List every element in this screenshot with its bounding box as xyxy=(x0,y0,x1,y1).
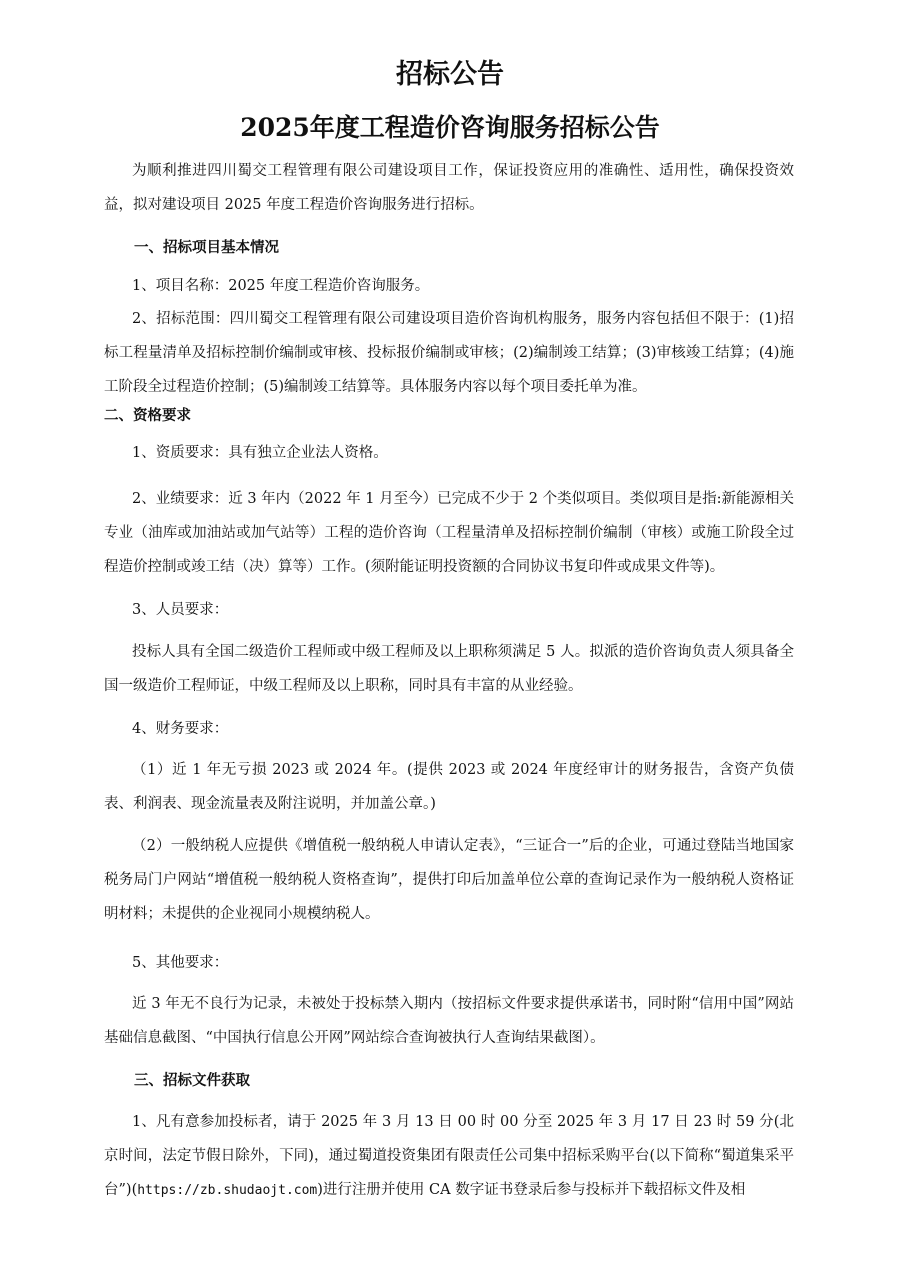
performance-requirement: 2、业绩要求：近 3 年内（2022 年 1 月至今）已完成不少于 2 个类似项目。类似项目是指:新能源相关专业（油库或加油站或加气站等）工程的造价咨询（工程量清单及招标控制价编制（审核）或施工阶段全过程造价控制或竣工结（决）算等）工作。(须附能证明投资额的合同协议书复印件或成果文件等)。 xyxy=(104,491,794,575)
finance-item-2: （2）一般纳税人应提供《增值税一般纳税人申请认定表》，“三证合一”后的企业，可通过登陆当地国家税务局门户网站“增值税一般纳税人资格查询”，提供打印后加盖单位公章的查询记录作为一般纳税人资格证明材料；未提供的企业视同小规模纳税人。 xyxy=(104,838,794,922)
section1-heading: 一、招标项目基本情况 xyxy=(134,239,279,256)
personnel-requirement: 投标人具有全国二级造价工程师或中级工程师及以上职称须满足 5 人。拟派的造价咨询负责人须具备全国一级造价工程师证，中级工程师及以上职称，同时具有丰富的从业经验。 xyxy=(104,644,794,694)
platform-url: https://zb.shudaojt.com xyxy=(137,1183,318,1198)
document-acquisition xyxy=(104,1105,794,1208)
personnel-heading: 3、人员要求： xyxy=(132,602,229,618)
finance-heading: 4、财务要求： xyxy=(132,721,229,737)
finance-item-1: （1）近 1 年无亏损 2023 或 2024 年。(提供 2023 或 2024 年度经审计的财务报告，含资产负债表、利润表、现金流量表及附注说明，并加盖公章。) xyxy=(104,762,794,812)
acquisition-text-end: )进行注册并使用 CA 数字证书登录后参与投标并下载招标文件及相 xyxy=(317,1182,746,1198)
section3-heading: 三、招标文件获取 xyxy=(134,1072,250,1089)
other-requirement: 近 3 年无不良行为记录，未被处于投标禁入期内（按招标文件要求提供承诺书，同时附“信用中国”网站基础信息截图、“中国执行信息公开网”网站综合查询被执行人查询结果截图）。 xyxy=(104,996,794,1046)
bidding-scope: 2、招标范围：四川蜀交工程管理有限公司建设项目造价咨询机构服务，服务内容包括但不限于：(1)招标工程量清单及招标控制价编制或审核、投标报价编制或审核；(2)编制竣工结算；(3)审核竣工结算；(4)施工阶段全过程造价控制；(5)编制竣工结算等。具体服务内容以每个项目委托单为准。 xyxy=(104,311,794,395)
project-name: 1、项目名称：2025 年度工程造价咨询服务。 xyxy=(132,278,430,294)
acquisition-text-start: 1、凡有意参加投标者，请于 2025 年 3 月 13 日 00 时 00 分至 2025 年 3 月 17 日 23 时 59 分(北京时间，法定节假日除外，下同)，通过蜀道投资集团有限责任公司集中招标采购平台(以下简称“蜀道集采平台”)( xyxy=(104,1114,794,1198)
section2-heading: 二、资格要求 xyxy=(104,407,191,424)
document-title: 招标公告 xyxy=(396,59,504,90)
intro-paragraph: 为顺利推进四川蜀交工程管理有限公司建设项目工作，保证投资应用的准确性、适用性，确保投资效益，拟对建设项目 2025 年度工程造价咨询服务进行招标。 xyxy=(104,163,794,213)
document-subtitle: 2025年度工程造价咨询服务招标公告 xyxy=(240,113,660,142)
other-heading: 5、其他要求： xyxy=(132,955,229,971)
qualification-requirement: 1、资质要求：具有独立企业法人资格。 xyxy=(132,445,388,461)
